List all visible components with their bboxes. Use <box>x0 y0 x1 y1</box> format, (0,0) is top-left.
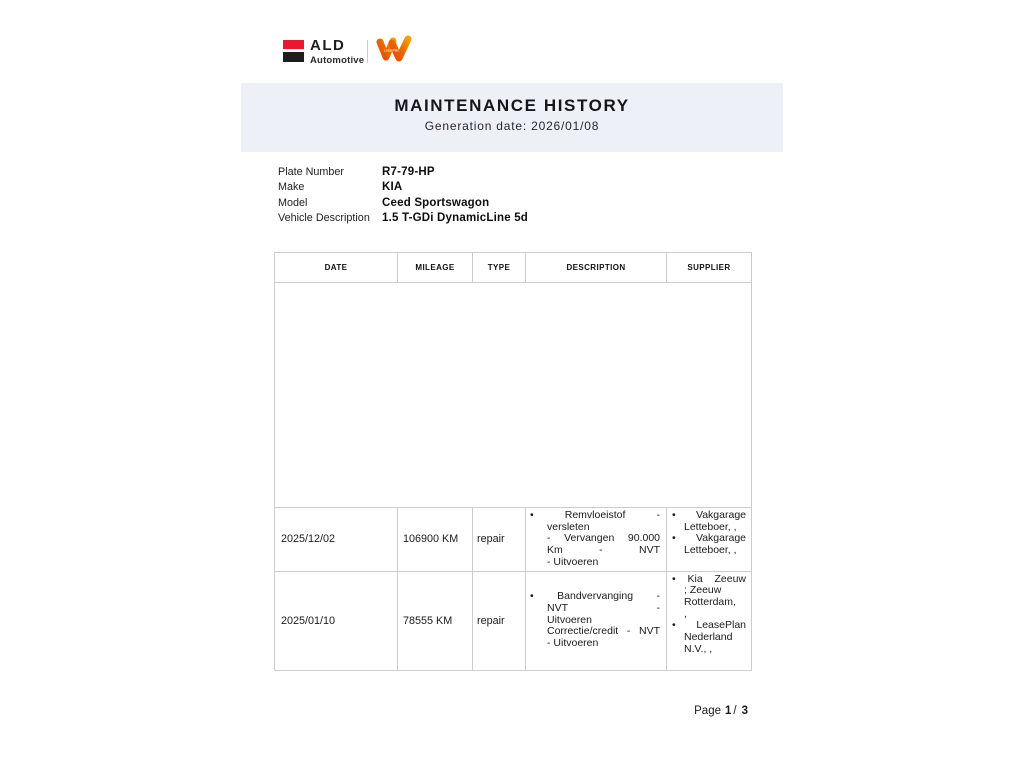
cell-type: repair <box>473 508 526 572</box>
page-label: Page <box>694 705 721 717</box>
cell-mileage: 106900 KM <box>398 508 473 572</box>
supplier-line: Nederland <box>684 631 733 644</box>
description-line: versleten <box>547 520 590 533</box>
description-line: - Vervangen 90.000 <box>547 532 660 545</box>
info-label: Model <box>278 196 308 209</box>
supplier-line: Letteboer, , <box>684 544 737 557</box>
ald-wordmark <box>310 38 364 66</box>
info-value: Ceed Sportswagon <box>382 196 490 209</box>
info-label: Vehicle Description <box>278 212 370 225</box>
info-row-description <box>278 211 528 227</box>
supplier-line: • Vakgarage <box>672 532 746 545</box>
description-line: • Remvloeistof - <box>530 509 660 521</box>
cell-supplier <box>667 508 752 572</box>
ald-subtitle-text: Automotive <box>310 55 365 66</box>
supplier-line: , <box>684 607 687 620</box>
supplier-line: ; Zeeuw <box>684 584 722 597</box>
empty-cell <box>275 283 752 508</box>
description-line: Correctie/credit - NVT <box>547 625 660 638</box>
supplier-line: • LeasePlan <box>672 619 746 632</box>
supplier-line: Rotterdam, <box>684 595 736 608</box>
ald-name-text: ALD <box>310 37 346 54</box>
info-row-make <box>278 180 528 196</box>
table-header-row <box>275 253 752 283</box>
table-row <box>275 571 752 670</box>
page-title: MAINTENANCE HISTORY <box>394 96 630 115</box>
empty-spacer-row <box>275 283 752 508</box>
info-value: 1.5 T-GDi DynamicLine 5d <box>382 212 529 225</box>
cell-description <box>526 571 667 670</box>
title-band <box>241 83 783 152</box>
supplier-line: N.V., , <box>684 642 713 655</box>
ald-logo-black-bar <box>283 52 304 62</box>
ald-logo-red-bar <box>283 40 304 49</box>
column-header-date: DATE <box>275 253 398 283</box>
cell-date: 2025/12/02 <box>275 508 398 572</box>
page-total: 3 <box>741 705 748 717</box>
supplier-line: • Kia Zeeuw <box>672 572 746 585</box>
page-separator: / <box>733 705 737 717</box>
description-line: - Uitvoeren <box>547 555 599 568</box>
page-indicator <box>274 705 748 717</box>
info-value: R7-79-HP <box>382 165 435 178</box>
leaseplan-w-icon <box>373 34 417 64</box>
cell-type: repair <box>473 571 526 670</box>
maintenance-history-table <box>274 252 752 671</box>
ald-automotive-logo <box>283 38 364 66</box>
info-row-plate <box>278 164 528 180</box>
cell-mileage: 78555 KM <box>398 571 473 670</box>
logo-divider <box>367 40 368 63</box>
supplier-line: Letteboer, , <box>684 520 737 533</box>
vehicle-info <box>278 164 528 226</box>
generation-date: Generation date: 2026/01/08 <box>424 119 600 133</box>
svg-text:LeasePlan: LeasePlan <box>384 48 400 53</box>
info-row-model <box>278 195 528 211</box>
info-label: Plate Number <box>278 165 345 178</box>
description-line: Uitvoeren <box>547 613 592 626</box>
ald-logo-icon <box>283 40 304 62</box>
info-value: KIA <box>382 181 403 194</box>
cell-supplier <box>667 571 752 670</box>
column-header-type: TYPE <box>473 253 526 283</box>
description-line: • Bandvervanging - <box>530 590 660 603</box>
cell-date: 2025/01/10 <box>275 571 398 670</box>
info-label: Make <box>278 181 305 194</box>
description-line: Km - NVT <box>547 544 660 557</box>
column-header-mileage: MILEAGE <box>398 253 473 283</box>
supplier-line: • Vakgarage <box>672 509 746 521</box>
table-row <box>275 508 752 572</box>
column-header-supplier: SUPPLIER <box>667 253 752 283</box>
description-line: - Uitvoeren <box>547 637 599 650</box>
description-line: NVT - <box>547 601 660 614</box>
column-header-description: DESCRIPTION <box>526 253 667 283</box>
page-current: 1 <box>724 705 732 717</box>
cell-description <box>526 508 667 572</box>
